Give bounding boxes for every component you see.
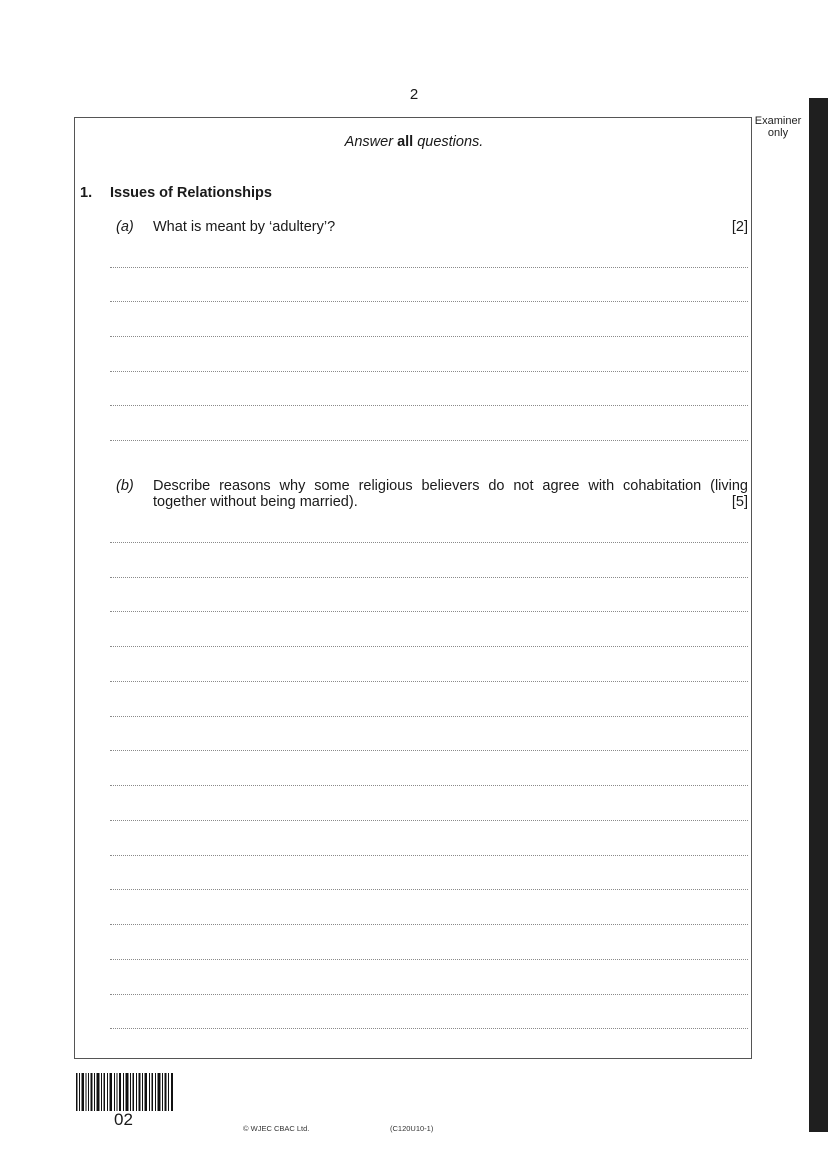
instructions-prefix: Answer xyxy=(344,134,398,150)
part-b-answer-line[interactable] xyxy=(110,716,748,717)
answer-area-border xyxy=(74,117,752,1059)
barcode-number: 02 xyxy=(114,1110,133,1129)
part-a-answer-line[interactable] xyxy=(110,405,748,406)
instructions-emphasis: all xyxy=(397,134,414,150)
part-b-answer-line[interactable] xyxy=(110,959,748,960)
part-a-marks: [2] xyxy=(731,219,748,235)
part-b-answer-line[interactable] xyxy=(110,542,748,543)
part-b-text-line2-row xyxy=(153,494,748,510)
part-a-answer-line[interactable] xyxy=(110,440,748,441)
question-number: 1. xyxy=(80,185,93,201)
part-b-marks: [5] xyxy=(731,494,748,510)
part-b-answer-line[interactable] xyxy=(110,924,748,925)
part-b-letter: (b) xyxy=(116,478,134,494)
barcode-icon xyxy=(76,1073,173,1111)
part-b-text-line2: together without being married). xyxy=(153,494,358,510)
part-b-answer-line[interactable] xyxy=(110,750,748,751)
instructions-suffix: questions. xyxy=(413,134,484,150)
part-b-answer-line[interactable] xyxy=(110,820,748,821)
part-b-answer-line[interactable] xyxy=(110,855,748,856)
part-b-answer-line[interactable] xyxy=(110,994,748,995)
instructions xyxy=(0,134,828,150)
part-b-answer-line[interactable] xyxy=(110,1028,748,1029)
part-a-question-text: What is meant by ‘adultery’? xyxy=(153,219,336,235)
part-a-answer-line[interactable] xyxy=(110,301,748,302)
examiner-label-line2: only xyxy=(767,127,789,139)
copyright-text: © WJEC CBAC Ltd. xyxy=(243,1124,310,1133)
page-number: 2 xyxy=(409,86,419,103)
part-b-answer-line[interactable] xyxy=(110,611,748,612)
part-a-answer-line[interactable] xyxy=(110,267,748,268)
paper-code: (C120U10-1) xyxy=(390,1124,434,1133)
part-a-answer-line[interactable] xyxy=(110,336,748,337)
question-title: Issues of Relationships xyxy=(110,185,272,201)
examiner-side-bar xyxy=(809,98,828,1132)
part-b-answer-line[interactable] xyxy=(110,889,748,890)
part-a-answer-line[interactable] xyxy=(110,371,748,372)
examiner-label-line1: Examiner xyxy=(754,115,802,127)
part-b-text-line1: Describe reasons why some religious believers do not agree with cohabitation (living xyxy=(153,478,748,494)
part-b-answer-line[interactable] xyxy=(110,646,748,647)
part-b-answer-line[interactable] xyxy=(110,577,748,578)
part-b-answer-line[interactable] xyxy=(110,681,748,682)
part-b-answer-line[interactable] xyxy=(110,785,748,786)
part-a-letter: (a) xyxy=(116,219,134,235)
part-b-question-text xyxy=(153,478,748,510)
